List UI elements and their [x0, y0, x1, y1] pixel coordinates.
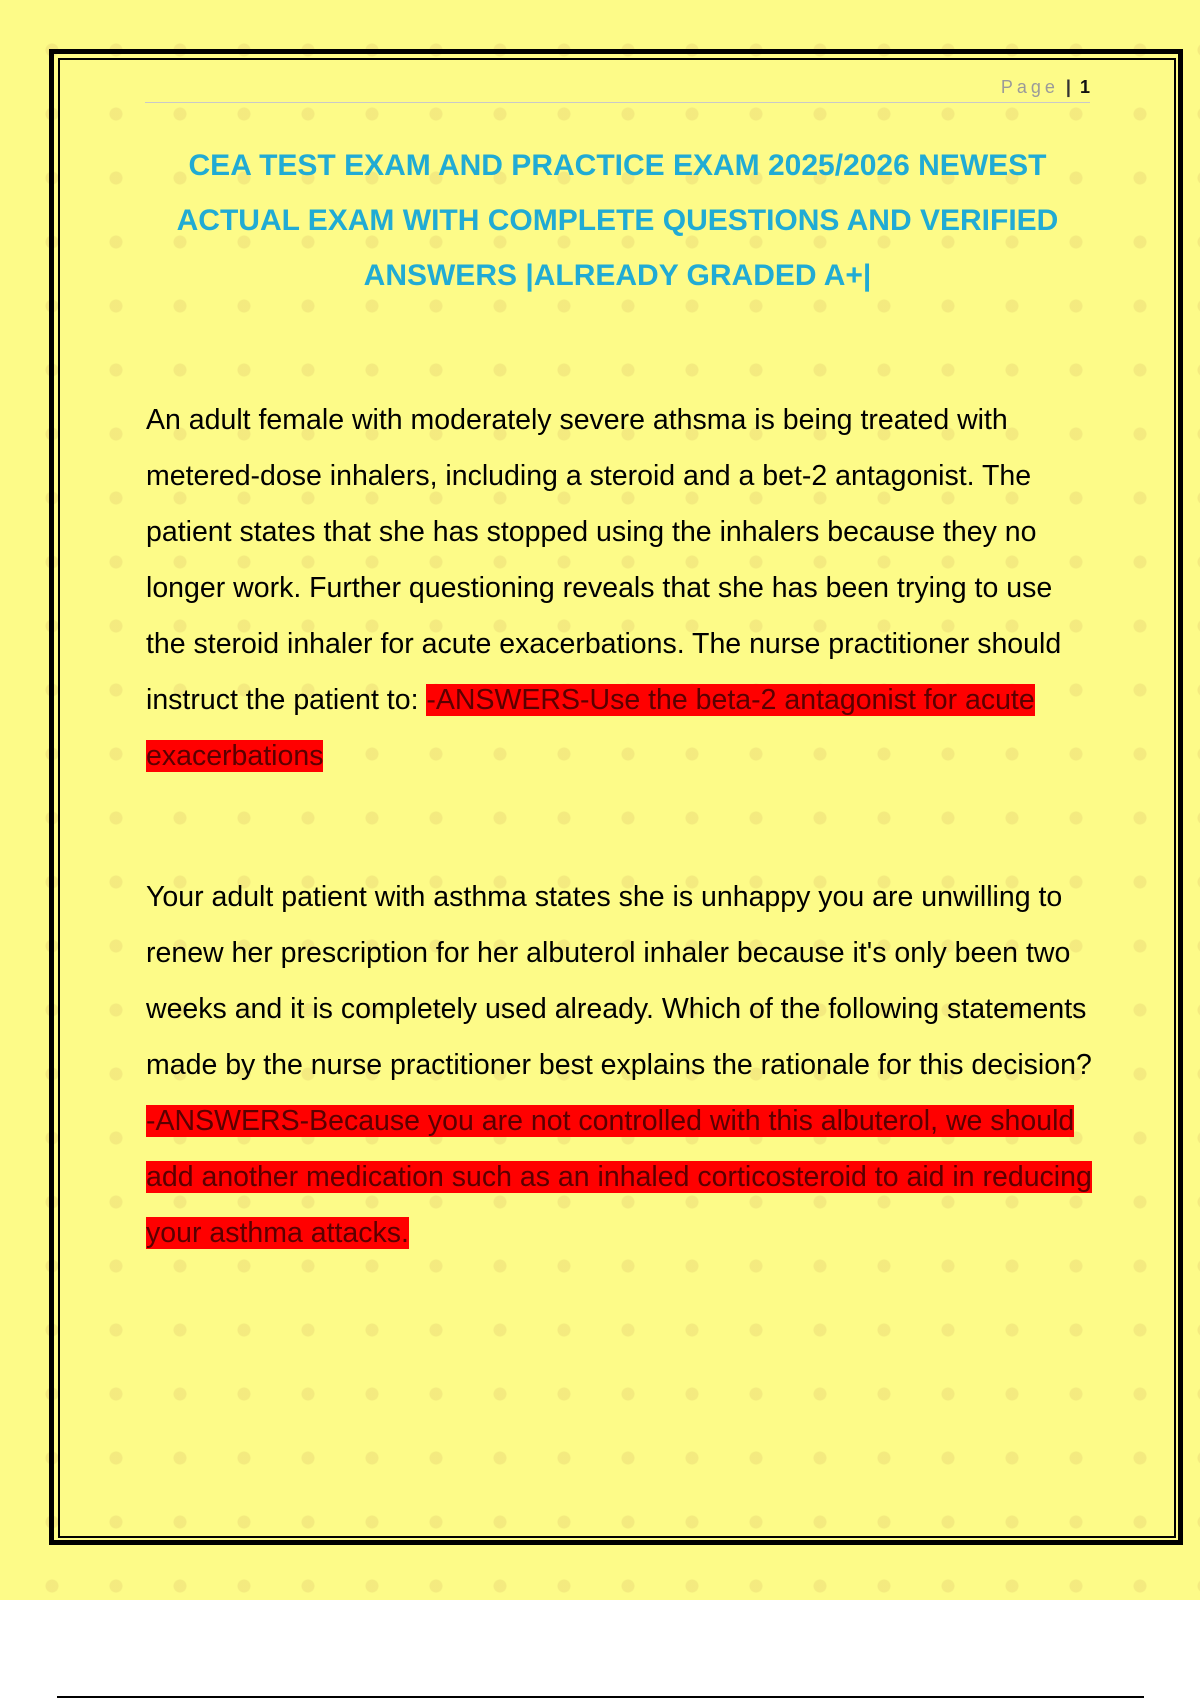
question-text: An adult female with moderately severe athsma is being treated with metered-dose inhalers, including a steroid and a bet-2 antagonist. The patient states that she has stopped using the inhalers because they no longer work. Further questioning reveals that she has been trying to use the steroid inhaler for acute exacerbations. The nurse practitioner should instruct the patient to: — [146, 404, 1062, 716]
page-header — [145, 74, 1090, 103]
answer-highlight: -ANSWERS-Because you are not controlled with this albuterol, we should add another medication such as an inhaled corticosteroid to aid in reducing your asthma attacks. — [146, 1105, 1092, 1249]
question-block — [146, 392, 1096, 784]
question-text: Your adult patient with asthma states she is unhappy you are unwilling to renew her prescription for her albuterol inhaler because it's only been two weeks and it is completely used already. Which of the following statements made by the nurse practitioner best explains the rationale for this decision? — [146, 881, 1092, 1081]
answer-highlight: -ANSWERS-Use the beta-2 antagonist for acute exacerbations — [146, 684, 1035, 772]
page-number: 1 — [1079, 77, 1090, 97]
page-label: Page — [1000, 77, 1059, 97]
page-separator: | — [1065, 77, 1071, 97]
document-title: CEA TEST EXAM AND PRACTICE EXAM 2025/2026 NEWEST ACTUAL EXAM WITH COMPLETE QUESTIONS AND VERIFIED ANSWERS |ALREADY GRADED A+| — [176, 149, 1059, 292]
bottom-rule — [57, 1696, 1144, 1698]
question-block — [146, 869, 1096, 1261]
